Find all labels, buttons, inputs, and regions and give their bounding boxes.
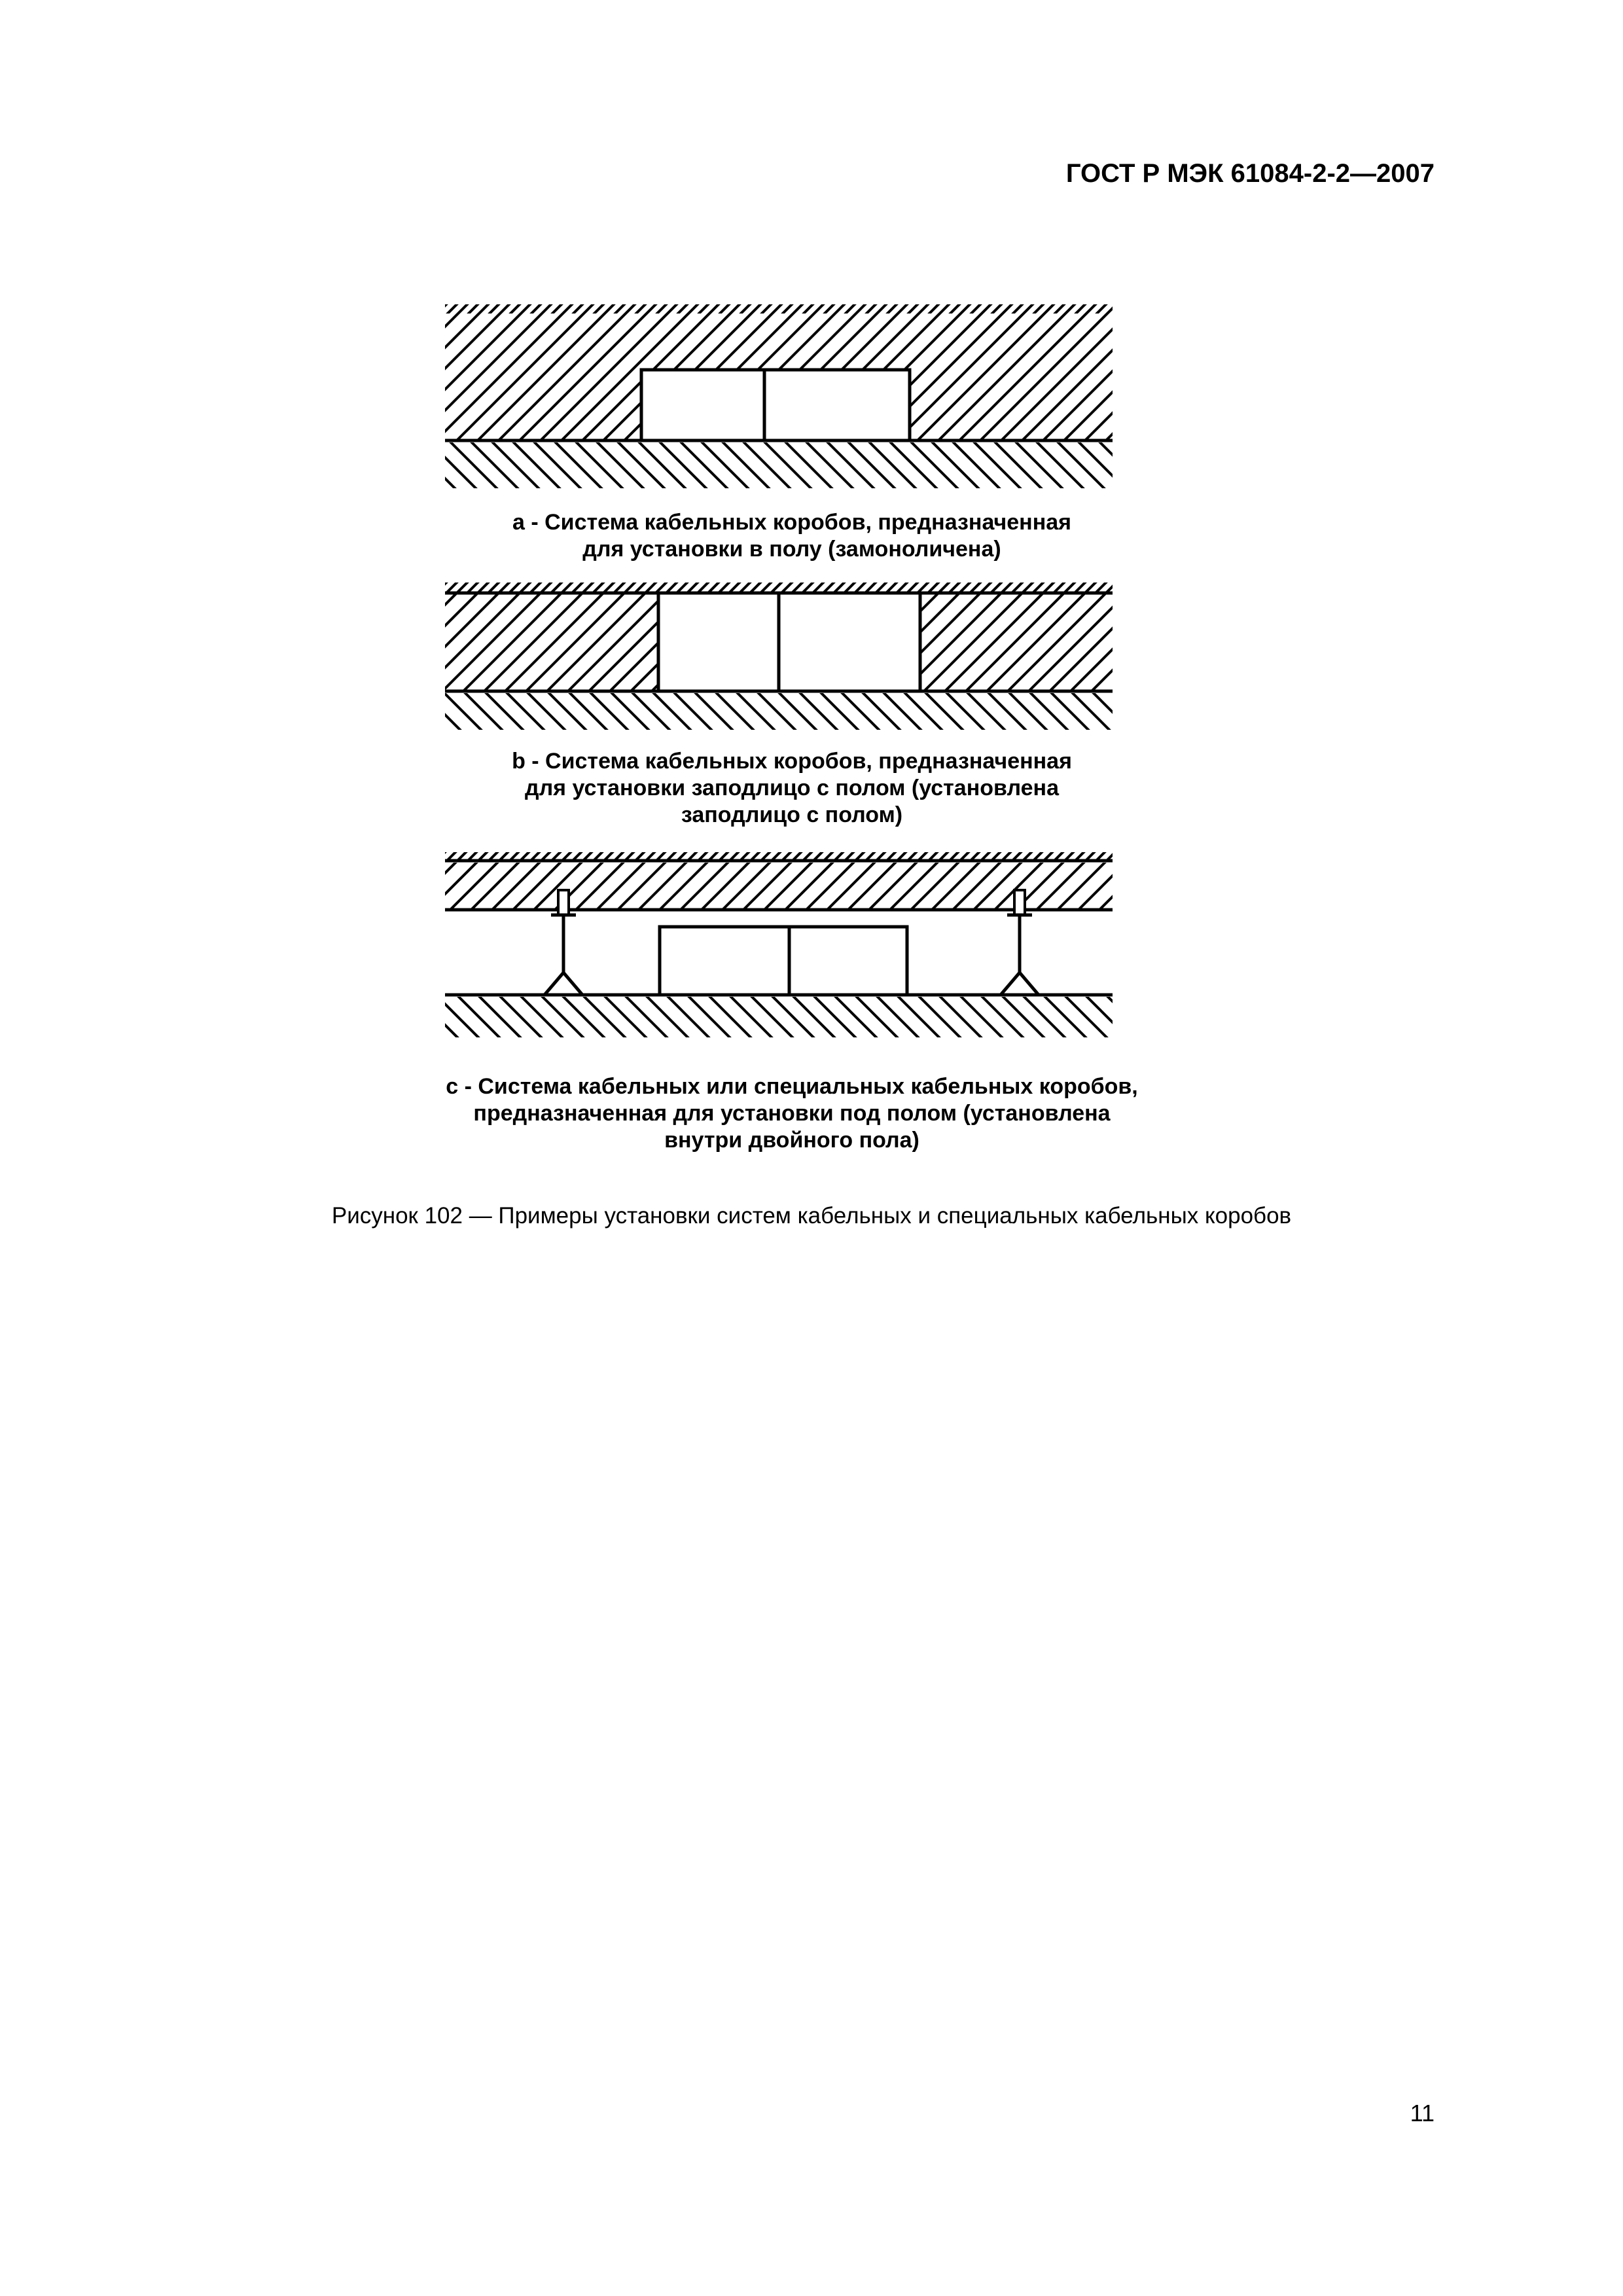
cable-trunking-embedded [641, 370, 910, 440]
base-slab-hatched [445, 442, 1113, 488]
raised-floor-top-hatched [445, 852, 1113, 860]
raised-floor-panel-hatched [445, 863, 1113, 910]
caption-line: b - Система кабельных коробов, предназначенная [512, 749, 1072, 774]
caption-line: для установки заподлицо с полом (установлена [525, 776, 1059, 800]
caption-line: внутри двойного пола) [664, 1128, 919, 1153]
document-header-standard: ГОСТ Р МЭК 61084-2-2—2007 [1065, 159, 1435, 188]
panel-a-caption [366, 509, 1217, 563]
page-number: 11 [1410, 2100, 1435, 2126]
caption-line: заподлицо с полом) [681, 802, 903, 827]
caption-line: для установки в полу (замоноличена) [582, 537, 1001, 562]
panel-c-caption [366, 1073, 1217, 1154]
panel-b-caption [366, 748, 1217, 829]
diagram-panel-b [432, 576, 1126, 733]
caption-line: предназначенная для установки под полом (установлена [473, 1101, 1111, 1126]
caption-line: c - Система кабельных или специальных кабельных коробов, [446, 1074, 1138, 1099]
figure-title: Рисунок 102 — Примеры установки систем кабельных и специальных кабельных коробов [331, 1203, 1292, 1229]
diagram-panel-a [432, 298, 1126, 494]
base-slab-hatched [445, 693, 1113, 730]
caption-line: а - Система кабельных коробов, предназначенная [512, 510, 1071, 535]
cable-trunking-underfloor [660, 927, 907, 995]
cable-trunking-flush [658, 593, 920, 691]
diagram-panel-c [432, 844, 1126, 1067]
top-edge-hatched [445, 583, 1113, 592]
base-slab-hatched [445, 997, 1113, 1037]
